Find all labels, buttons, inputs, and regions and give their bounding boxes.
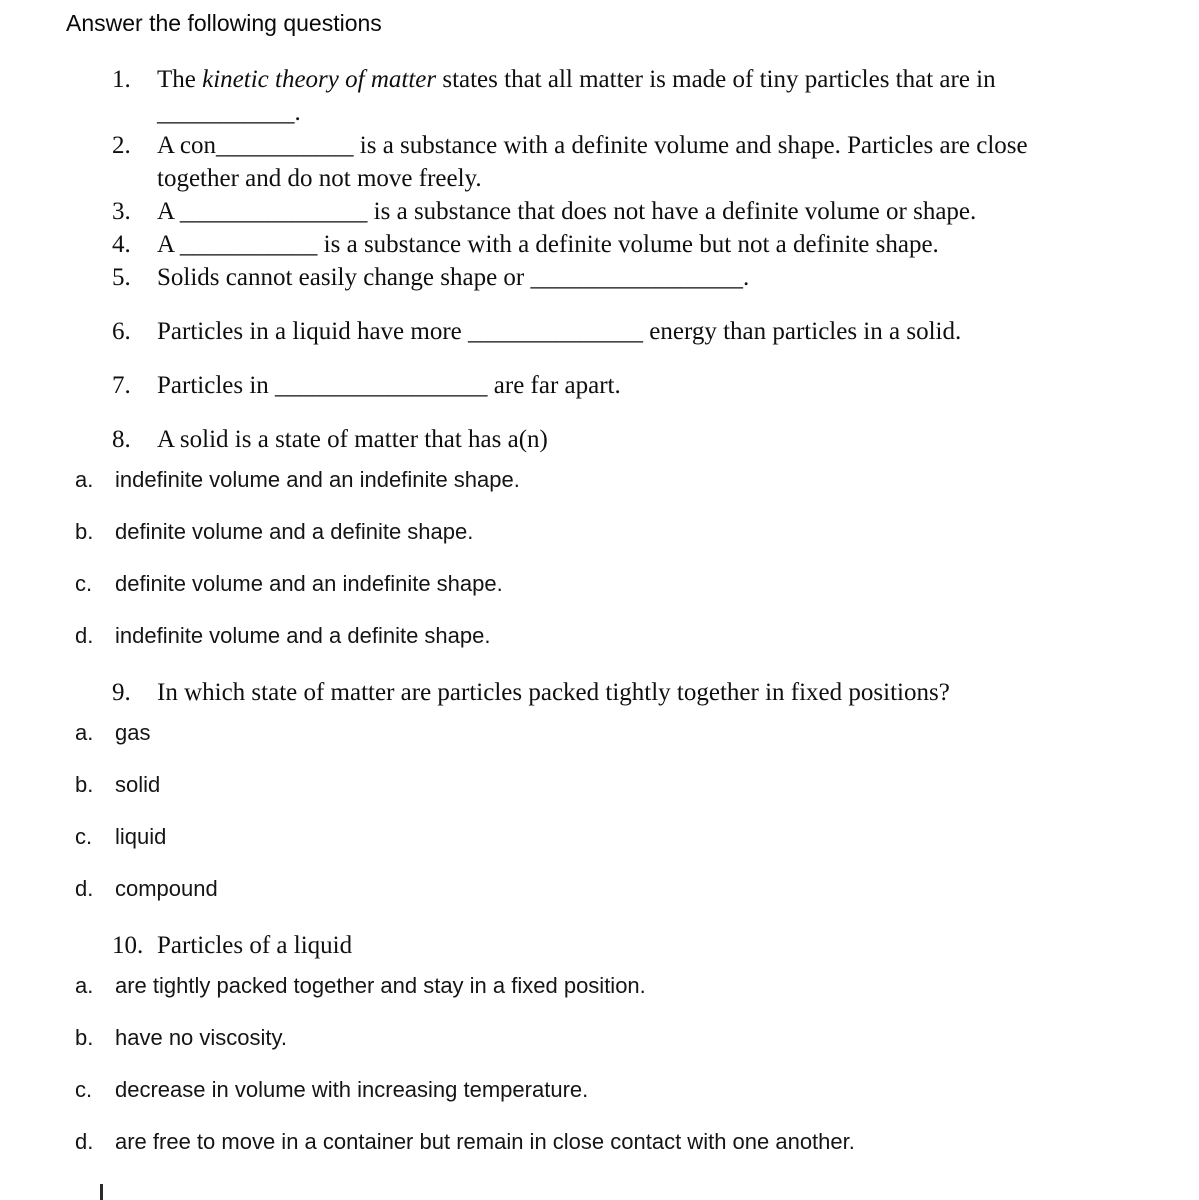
option-letter: a. — [75, 467, 94, 492]
question-8-option-d — [75, 624, 1199, 648]
option-text: have no viscosity. — [115, 1025, 288, 1050]
option-text: compound — [115, 876, 218, 901]
question-number: 4. — [112, 231, 131, 258]
question-text: Particles in _________________ are far apart. — [157, 372, 621, 399]
question-number: 2. — [112, 132, 131, 159]
question-number: 9. — [112, 679, 131, 706]
question-3 — [112, 195, 1199, 228]
option-letter: b. — [75, 1025, 94, 1050]
question-text-line1: A con___________ is a substance with a definite volume and shape. Particles are close — [157, 132, 1028, 159]
question-10-option-b — [75, 1026, 1199, 1050]
option-text: are free to move in a container but remain in close contact with one another. — [115, 1129, 855, 1154]
question-number: 1. — [112, 66, 131, 93]
question-2 — [112, 129, 1199, 195]
option-text: decrease in volume with increasing temperature. — [115, 1077, 589, 1102]
option-letter: c. — [75, 571, 93, 596]
question-text: In which state of matter are particles packed tightly together in fixed positions? — [157, 679, 950, 706]
question-text-italic: kinetic theory of matter — [202, 66, 437, 93]
question-text-pre: The — [157, 66, 203, 93]
option-text: solid — [115, 772, 161, 797]
question-text-post: states that all matter is made of tiny particles that are in — [436, 66, 996, 93]
option-letter: c. — [75, 1077, 93, 1102]
question-10-option-a — [75, 974, 1199, 998]
question-number: 3. — [112, 198, 131, 225]
question-10 — [112, 929, 1199, 962]
question-9-option-d — [75, 877, 1199, 901]
option-letter: d. — [75, 623, 94, 648]
question-8-option-b — [75, 520, 1199, 544]
option-letter: d. — [75, 876, 94, 901]
question-text: Particles in a liquid have more ______________ energy than particles in a solid. — [157, 318, 962, 345]
question-text — [157, 129, 1199, 195]
question-9-option-c — [75, 825, 1199, 849]
question-text: Solids cannot easily change shape or _________________. — [157, 264, 750, 291]
question-number: 7. — [112, 372, 131, 399]
option-text: are tightly packed together and stay in a fixed position. — [115, 973, 646, 998]
option-text: liquid — [115, 824, 167, 849]
option-text: indefinite volume and a definite shape. — [115, 623, 491, 648]
scan-artifact-line — [100, 1184, 103, 1200]
question-text: Particles of a liquid — [157, 932, 353, 959]
question-1 — [112, 63, 1199, 129]
question-number: 10. — [112, 932, 144, 959]
question-4 — [112, 228, 1199, 261]
question-8 — [112, 423, 1199, 456]
question-8-option-c — [75, 572, 1199, 596]
question-text: A solid is a state of matter that has a(n) — [157, 426, 548, 453]
question-text: A ___________ is a substance with a definite volume but not a definite shape. — [157, 231, 939, 258]
question-9 — [112, 676, 1199, 709]
option-letter: a. — [75, 720, 94, 745]
option-letter: d. — [75, 1129, 94, 1154]
question-number: 8. — [112, 426, 131, 453]
page-title: Answer the following questions — [66, 10, 382, 36]
option-text: definite volume and an indefinite shape. — [115, 571, 503, 596]
question-text: A _______________ is a substance that does not have a definite volume or shape. — [157, 198, 977, 225]
question-9-option-a — [75, 721, 1199, 745]
option-text: indefinite volume and an indefinite shape. — [115, 467, 520, 492]
question-number: 5. — [112, 264, 131, 291]
question-10-option-d — [75, 1130, 1199, 1154]
answer-blank: ___________. — [157, 99, 301, 126]
question-6 — [112, 315, 1199, 348]
question-7 — [112, 369, 1199, 402]
question-5 — [112, 261, 1199, 294]
question-number: 6. — [112, 318, 131, 345]
question-text-line2: together and do not move freely. — [157, 165, 482, 192]
question-10-option-c — [75, 1078, 1199, 1102]
option-letter: a. — [75, 973, 94, 998]
option-letter: b. — [75, 519, 94, 544]
option-letter: b. — [75, 772, 94, 797]
option-letter: c. — [75, 824, 93, 849]
question-8-option-a — [75, 468, 1199, 492]
question-9-option-b — [75, 773, 1199, 797]
option-text: definite volume and a definite shape. — [115, 519, 474, 544]
question-text — [157, 63, 1199, 129]
option-text: gas — [115, 720, 151, 745]
